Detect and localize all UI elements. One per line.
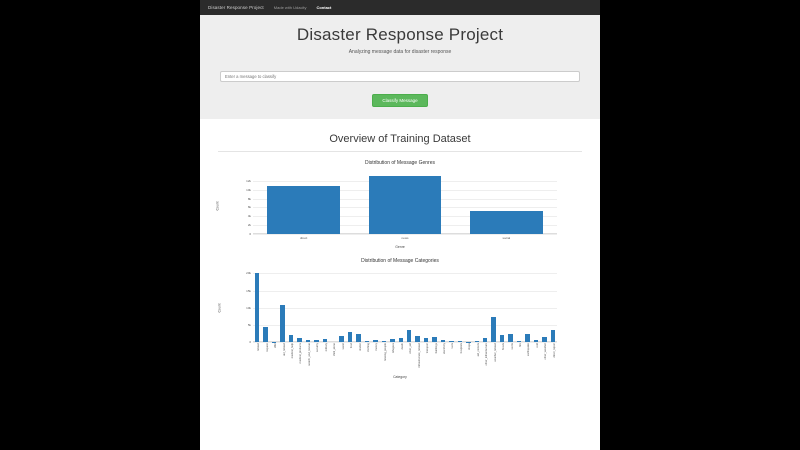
x-axis-tick-label: request [265, 343, 269, 352]
navbar [200, 0, 600, 15]
gridline [253, 234, 557, 235]
x-axis-tick-label: cold [535, 343, 539, 348]
bar [475, 341, 479, 342]
chart-categories-plot-area [217, 268, 565, 379]
gridline [253, 325, 557, 326]
x-axis-tick-label: military [324, 343, 328, 352]
y-axis-tick-label: 2k [247, 223, 251, 228]
bar [289, 335, 293, 342]
chart-categories-xlabel: Category [393, 375, 407, 379]
gridline [253, 308, 557, 309]
y-axis-tick-label: 8k [247, 196, 251, 201]
x-axis-tick-label: missing_people [383, 343, 387, 362]
x-axis-tick-label: storm [510, 343, 514, 350]
bar [491, 317, 495, 342]
x-axis-tick-label: medical_help [291, 343, 294, 359]
bar [407, 330, 411, 342]
x-axis-tick-label: shelter [358, 343, 362, 351]
y-axis-tick-label: 10k [246, 187, 251, 192]
x-axis-tick-label: electricity [443, 343, 446, 354]
x-axis-tick-label: shops [468, 343, 472, 350]
bar [255, 273, 259, 342]
bar [373, 340, 377, 342]
bar [280, 305, 284, 342]
chart-genres-xlabel: Genre [395, 245, 405, 249]
x-axis-tick-label: weather_related [493, 343, 497, 362]
bar [449, 341, 453, 342]
x-axis-tick-label: earthquake [527, 343, 531, 356]
x-axis-tick-label: water [341, 343, 345, 350]
x-axis-tick-label: news [401, 236, 409, 240]
bar [314, 340, 318, 342]
x-axis-tick-label: food [350, 343, 354, 349]
bar [365, 341, 369, 342]
chart-categories-ylabel: Count [217, 303, 222, 313]
bar [551, 330, 555, 342]
chart-genres-plot-area [215, 170, 565, 249]
y-axis-tick-label: 12k [246, 178, 251, 183]
nav-link-made-with-udacity[interactable]: Made with Udacity [273, 5, 307, 10]
x-axis-tick-label: other_weather [544, 343, 548, 360]
nav-link-contact[interactable]: Contact [316, 5, 332, 10]
y-axis-tick-label: 0 [249, 340, 251, 344]
bar [458, 341, 462, 342]
x-axis-tick-label: aid_related [282, 343, 286, 356]
hero-section [200, 15, 600, 119]
x-axis-tick-label: money [375, 343, 379, 351]
x-axis-tick-label: child_alone [333, 343, 337, 357]
bar [500, 335, 504, 342]
x-axis-tick-label: floods [502, 343, 506, 350]
bar [424, 338, 428, 342]
x-axis-tick-label: fire [519, 343, 522, 347]
x-axis-tick-label: transport [426, 343, 430, 354]
x-axis-tick-label: refugees [392, 343, 396, 354]
overview-heading: Overview of Training Dataset [329, 133, 471, 145]
bar [297, 338, 301, 342]
bar [267, 186, 340, 234]
chart-genres [215, 160, 582, 249]
gridline [253, 273, 557, 274]
bar [483, 338, 487, 342]
y-axis-tick-label: 15k [246, 288, 251, 293]
x-axis-tick-label: infrastructure_related [417, 343, 421, 368]
x-axis-tick-label: medical_products [299, 343, 303, 364]
x-axis-tick-label: direct [299, 236, 308, 240]
navbar-brand[interactable]: Disaster Response Project [208, 5, 264, 10]
bar [399, 338, 403, 342]
bar [441, 340, 445, 342]
bar [356, 334, 360, 342]
x-axis-tick-label: direct_report [552, 343, 556, 358]
x-axis-tick-label: social [502, 236, 511, 240]
x-axis-tick-label: buildings [434, 343, 438, 354]
bar [508, 334, 512, 342]
x-axis-tick-label: clothing [367, 343, 370, 352]
chart-genres-bars [246, 172, 557, 240]
y-axis-tick-label: 0 [249, 232, 251, 236]
bar [348, 332, 352, 342]
chart-categories [218, 258, 582, 378]
x-axis-tick-label: search_and_rescue [307, 343, 311, 366]
search-row [220, 65, 580, 83]
page-subtitle: Analyzing message data for disaster response [348, 49, 452, 55]
x-axis-tick-label: other_aid [409, 343, 413, 354]
y-axis-tick-label: 5k [247, 322, 251, 327]
bar [323, 339, 327, 342]
y-axis-tick-label: 4k [247, 214, 251, 219]
bar [415, 336, 419, 342]
bar [432, 337, 436, 342]
bar [470, 211, 543, 234]
bar [525, 334, 529, 342]
bar [382, 341, 386, 342]
x-axis-tick-label: offer [274, 343, 278, 349]
bar [534, 340, 538, 342]
bar [542, 337, 546, 342]
chart-categories-title: Distribution of Message Categories [361, 258, 439, 264]
section-divider [218, 151, 582, 152]
message-input[interactable] [220, 71, 580, 82]
y-axis-tick-label: 6k [247, 205, 251, 210]
chart-genres-title: Distribution of Message Genres [364, 160, 436, 166]
bar [306, 340, 310, 342]
x-axis-tick-label: aid_centers [476, 343, 480, 357]
main-content [200, 133, 600, 378]
x-axis-tick-label: hospitals [459, 343, 463, 354]
bar [339, 336, 343, 342]
browser-page [200, 0, 600, 450]
bar [263, 327, 267, 342]
gridline [253, 291, 557, 292]
y-axis-tick-label: 10k [246, 305, 251, 310]
chart-genres-ylabel: Count [215, 201, 220, 211]
x-axis-tick-label: tools [451, 343, 455, 349]
bar [390, 339, 394, 342]
y-axis-tick-label: 20k [246, 271, 251, 276]
x-axis-tick-label: related [257, 343, 261, 351]
chart-categories-bars [246, 270, 557, 368]
classify-button-row [200, 89, 600, 107]
x-axis-tick-label: security [316, 343, 320, 352]
page-title: Disaster Response Project [296, 25, 504, 44]
x-axis-tick-label: other_infrastructure [485, 343, 489, 366]
bar [369, 176, 442, 234]
x-axis-tick-label: death [400, 343, 404, 350]
classify-message-button[interactable]: Classify Message [372, 94, 427, 107]
